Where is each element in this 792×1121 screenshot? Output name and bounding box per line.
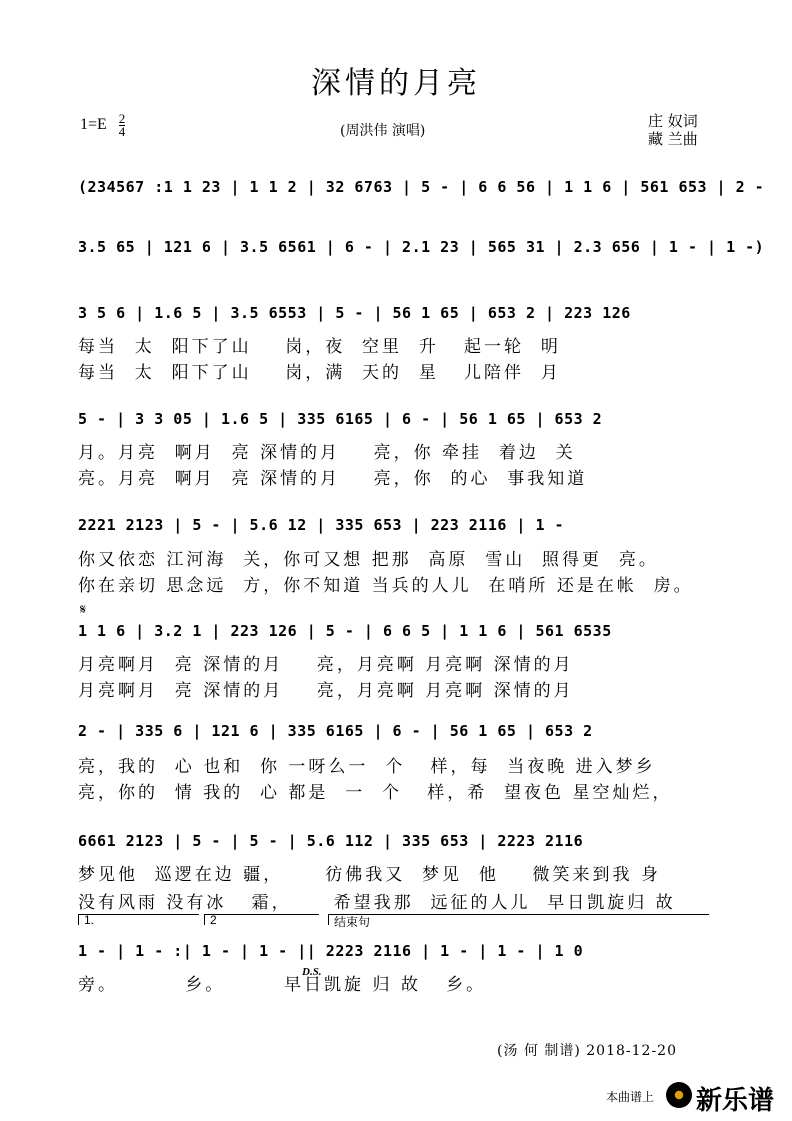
time-denominator: 4 <box>118 124 126 139</box>
notation-line: 5 - | 3 3 05 | 1.6 5 | 335 6165 | 6 - | 56 1 65 | 653 2 <box>78 410 603 428</box>
notation-line: 3.5 65 | 121 6 | 3.5 6561 | 6 - | 2.1 23 | 565 31 | 2.3 656 | 1 - | 1 -) <box>78 238 765 256</box>
lyricist: 庄 奴词 <box>648 112 698 130</box>
lyric-line: 每当 太 阳下了山 岗，满 天的 星 儿陪伴 月 <box>78 363 561 383</box>
key-label: 1=E <box>80 116 107 134</box>
time-numerator: 2 <box>118 111 126 126</box>
lyric-line: 旁。 乡。 早日凯旋 归 故 乡。 <box>78 975 487 995</box>
notation-line: 2221 2123 | 5 - | 5.6 12 | 335 653 | 223 2116 | 1 - <box>78 516 565 534</box>
performer: (周洪伟 演唱) <box>340 123 426 139</box>
lyric-line: 月亮啊月 亮 深情的月 亮，月亮啊 月亮啊 深情的月 <box>78 681 574 701</box>
lyric-line: 月亮啊月 亮 深情的月 亮，月亮啊 月亮啊 深情的月 <box>78 655 574 675</box>
lyric-line: 亮，你的 情 我的 心 都是 一 个 样，希 望夜色 星空灿烂， <box>78 783 673 803</box>
brand-prefix: 本曲谱上 <box>606 1090 655 1104</box>
lyric-line: 梦见他 巡逻在边 疆， 彷佛我又 梦见 他 微笑来到我 身 <box>78 865 661 885</box>
lyric-line: 亮，我的 心 也和 你 一呀么一 个 样，每 当夜晚 进入梦乡 <box>78 757 656 777</box>
notation-line: 1 1 6 | 3.2 1 | 223 126 | 5 - | 6 6 5 | 1 1 6 | 561 6535 <box>78 622 612 640</box>
composer: 藏 兰曲 <box>648 130 698 148</box>
score-row-7 <box>78 716 718 756</box>
notation-line: 1 - | 1 - :| 1 - | 1 - || 2223 2116 | 1 - | 1 - | 1 0 <box>78 942 584 960</box>
notation-line: 3 5 6 | 1.6 5 | 3.5 6553 | 5 - | 56 1 65 | 653 2 | 223 126 <box>78 304 631 322</box>
time-signature <box>119 113 126 138</box>
score-row-1 <box>78 172 765 212</box>
coda-bracket <box>328 914 709 925</box>
lyric-line: 月。月亮 啊月 亮 深情的月 亮，你 牵挂 着边 关 <box>78 443 576 463</box>
record-disc-icon <box>666 1082 692 1108</box>
volta-1-bracket <box>78 914 199 925</box>
volta-1-label: 1. <box>84 913 95 927</box>
transcriber-credit: (汤 何 制谱) 2018-12-20 <box>497 1043 677 1059</box>
credits <box>648 112 698 148</box>
lyric-line: 每当 太 阳下了山 岗，夜 空里 升 起一轮 明 <box>78 337 561 357</box>
segno-sign: 𝄋 <box>80 602 87 618</box>
notation-line: 6661 2123 | 5 - | 5 - | 5.6 112 | 335 653 | 2223 2116 <box>78 832 584 850</box>
notation-line: (234567 :1 1 23 | 1 1 2 | 32 6763 | 5 - | 6 6 56 | 1 1 6 | 561 653 | 2 - <box>78 178 765 196</box>
volta-2-label: 2 <box>210 913 217 927</box>
score-row-5 <box>78 510 718 550</box>
notation-line: 2 - | 335 6 | 121 6 | 335 6165 | 6 - | 56 1 65 | 653 2 <box>78 722 593 740</box>
song-title: 深情的月亮 <box>311 66 481 101</box>
coda-label: 结束句 <box>334 915 371 929</box>
ds-marking: D.S. <box>302 966 322 978</box>
lyric-line: 你在亲切 思念远 方，你不知道 当兵的人儿 在哨所 还是在帐 房。 <box>78 576 694 596</box>
volta-2-bracket <box>204 914 319 925</box>
brand-logo: 新乐谱 <box>696 1086 775 1116</box>
lyric-line: 没有风雨 没有冰 霜， 希望我那 远征的人儿 早日凯旋归 故 <box>78 893 676 913</box>
lyric-line: 亮。月亮 啊月 亮 深情的月 亮，你 的心 事我知道 <box>78 469 588 489</box>
score-row-2 <box>78 232 765 272</box>
key-signature <box>80 113 125 138</box>
lyric-line: 你又依恋 江河海 关，你可又想 把那 高原 雪山 照得更 亮。 <box>78 550 659 570</box>
